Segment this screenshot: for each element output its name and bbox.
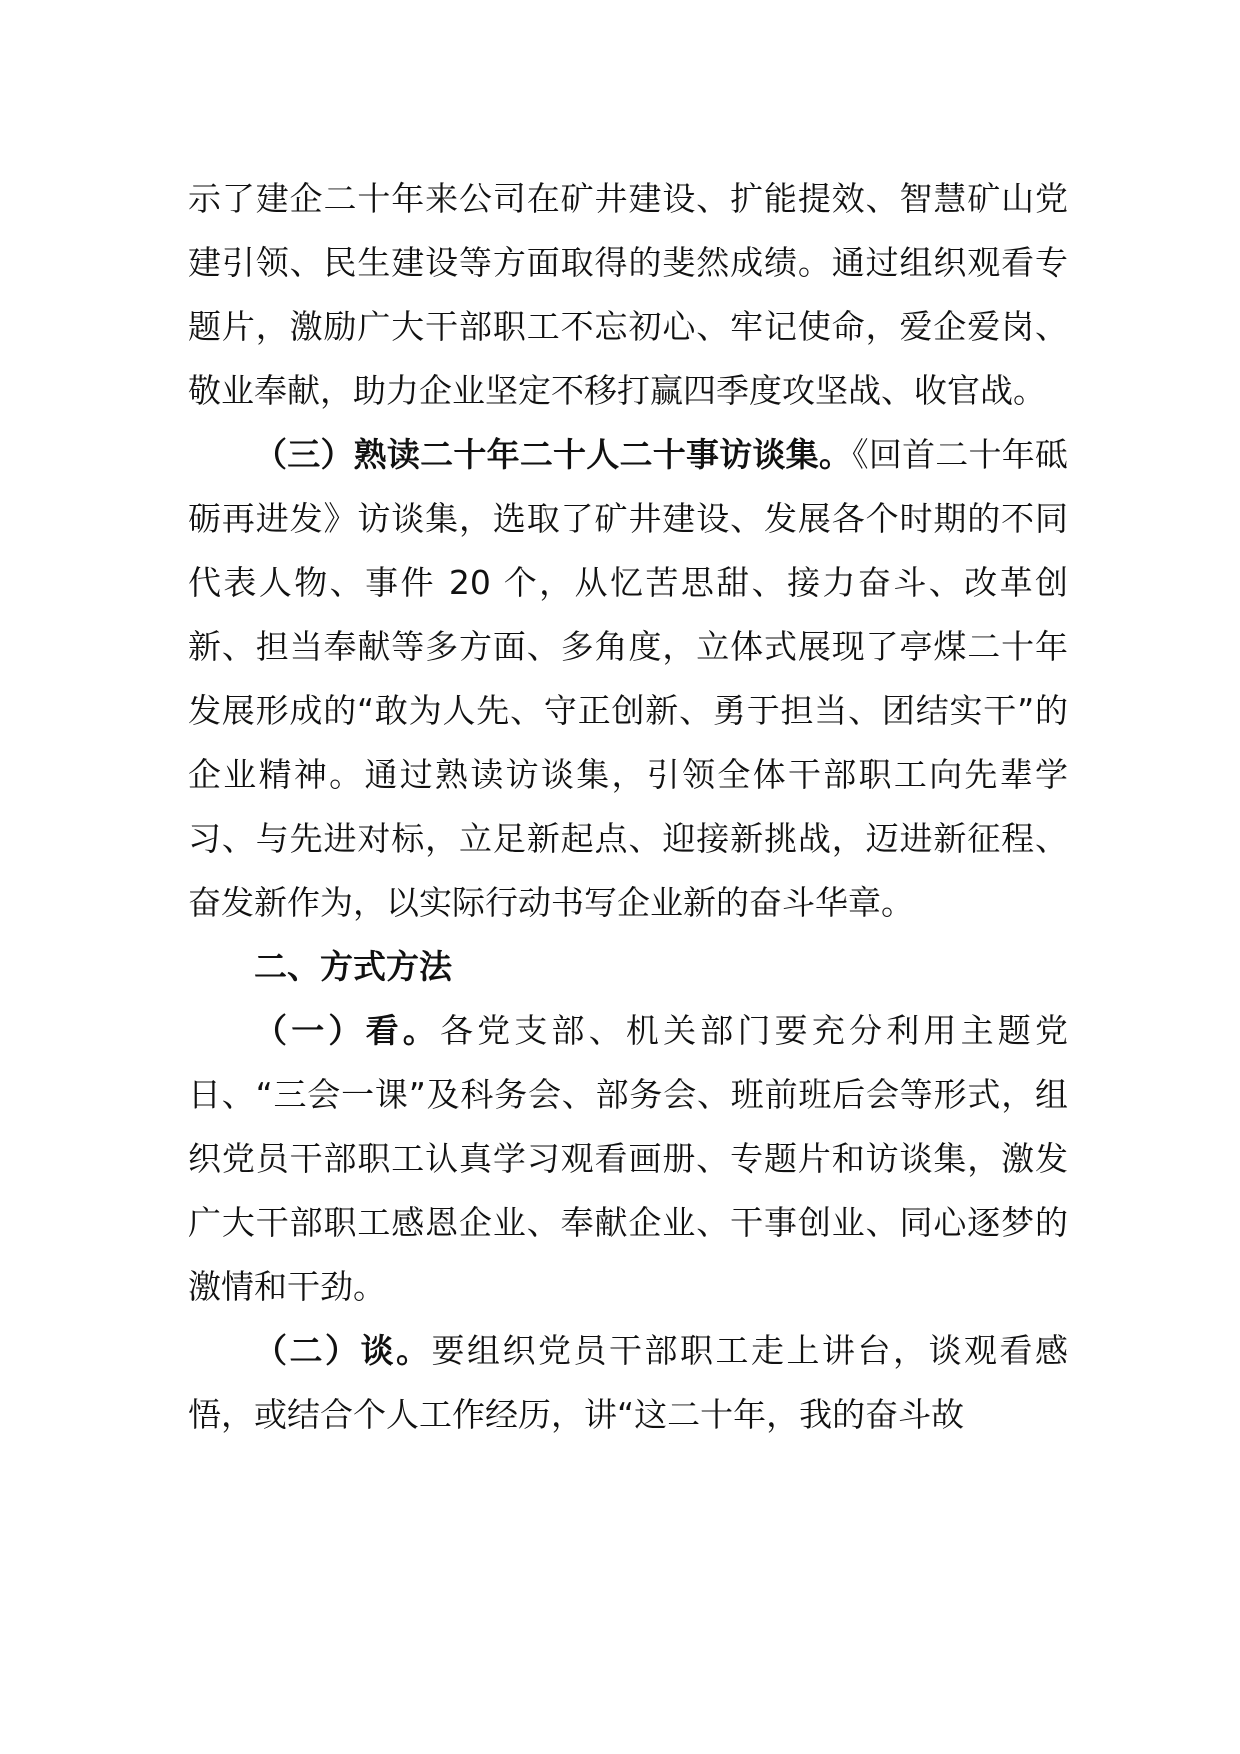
paragraph-text: 《回首二十年砥砺再进发》访谈集，选取了矿井建设、发展各个时期的不同代表人物、事件 20 个，从忆苦思甜、接力奋斗、改革创新、担当奉献等多方面、多角度，立体式展现了亭煤二十年发展形成的“敢为人先、守正创新、勇于担当、团结实干”的企业精神。通过熟读访谈集，引领全体干部职工向先辈学习、与先进对标，立足新起点、迎接新挑战，迈进新征程、奋发新作为，以实际行动书写企业新的奋斗华章。 bbox=[188, 435, 1069, 922]
section-heading: 二、方式方法 bbox=[254, 947, 452, 986]
paragraph-heading: （一）看。 bbox=[254, 1011, 440, 1050]
paragraph-text: 要组织党员干部职工走上讲台，谈观看感悟，或结合个人工作经历，讲“这二十年，我的奋斗故 bbox=[188, 1331, 1068, 1434]
paragraph-method-1 bbox=[188, 999, 1068, 1319]
paragraph-section-3 bbox=[188, 423, 1068, 935]
paragraph-text: 各党支部、机关部门要充分利用主题党日、“三会一课”及科务会、部务会、班前班后会等形式，组织党员干部职工认真学习观看画册、专题片和访谈集，激发广大干部职工感恩企业、奉献企业、干事创业、同心逐梦的激情和干劲。 bbox=[188, 1011, 1069, 1306]
paragraph-heading: （三）熟读二十年二十人二十事访谈集。 bbox=[254, 435, 853, 474]
paragraph-heading: （二）谈。 bbox=[254, 1331, 432, 1370]
document-body bbox=[188, 167, 1068, 1447]
paragraph-continued: 示了建企二十年来公司在矿井建设、扩能提效、智慧矿山党建引领、民生建设等方面取得的斐然成绩。通过组织观看专题片，激励广大干部职工不忘初心、牢记使命，爱企爱岗、敬业奉献，助力企业坚定不移打赢四季度攻坚战、收官战。 bbox=[188, 179, 1068, 410]
paragraph-method-2 bbox=[188, 1319, 1068, 1447]
